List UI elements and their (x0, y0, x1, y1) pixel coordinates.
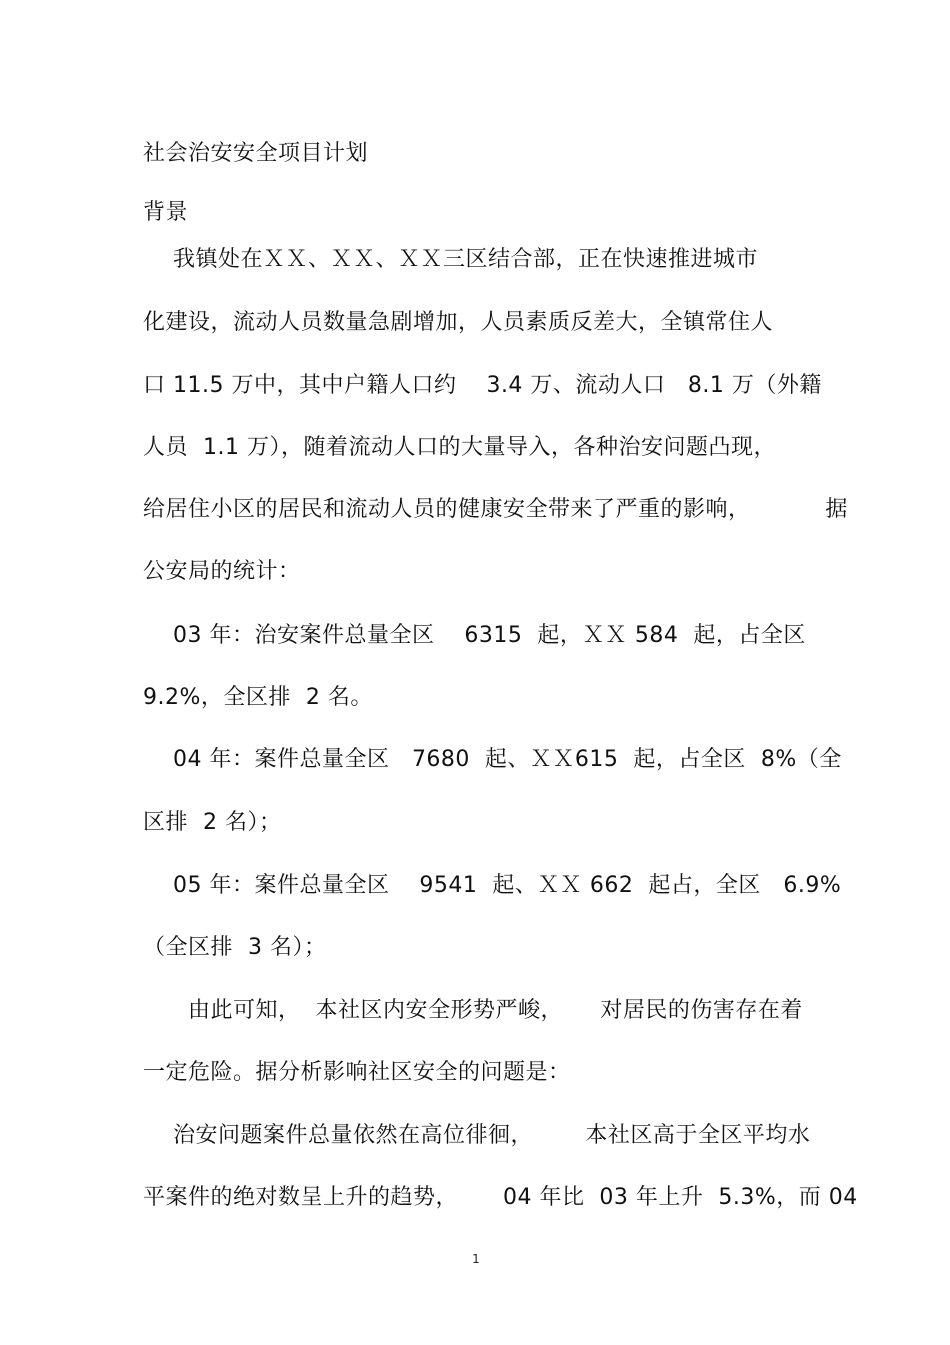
paragraph-line: 一定危险。据分析影响社区安全的问题是： (143, 1060, 571, 1085)
page-number: 1 (472, 1252, 480, 1266)
section-heading: 背景 (143, 200, 189, 225)
paragraph-line: 治安问题案件总量依然在高位徘徊， 本社区高于全区平均水 (143, 1123, 811, 1148)
paragraph-line: 9.2%，全区排 2 名。 (143, 685, 373, 710)
paragraph-line: 平案件的绝对数呈上升的趋势， 04 年比 03 年上升 5.3%，而 04 (143, 1185, 858, 1210)
paragraph-line: 化建设，流动人员数量急剧增加，人员素质反差大，全镇常住人 (143, 310, 774, 335)
paragraph-line: 人员 1.1 万），随着流动人口的大量导入，各种治安问题凸现， (143, 435, 776, 460)
paragraph-line: 给居住小区的居民和流动人员的健康安全带来了严重的影响， 据 (143, 497, 848, 522)
paragraph-line: 04 年：案件总量全区 7680 起、ＸＸ615 起，占全区 8%（全 (143, 747, 842, 772)
paragraph-line: 由此可知， 本社区内安全形势严峻， 对居民的伤害存在着 (143, 998, 803, 1023)
paragraph-line: 口 11.5 万中，其中户籍人口约 3.4 万、流动人口 8.1 万（外籍 (143, 373, 822, 398)
paragraph-line: 公安局的统计： (143, 559, 301, 584)
document-title: 社会治安安全项目计划 (143, 141, 369, 166)
paragraph-line: 我镇处在ＸＸ、ＸＸ、ＸＸ三区结合部，正在快速推进城市 (143, 247, 758, 272)
paragraph-line: 05 年：案件总量全区 9541 起、ＸＸ 662 起占，全区 6.9% (143, 873, 842, 898)
paragraph-line: 区排 2 名）； (143, 810, 282, 835)
paragraph-line: （全区排 3 名）； (143, 935, 327, 960)
paragraph-line: 03 年：治安案件总量全区 6315 起，ＸＸ 584 起，占全区 (143, 623, 806, 648)
